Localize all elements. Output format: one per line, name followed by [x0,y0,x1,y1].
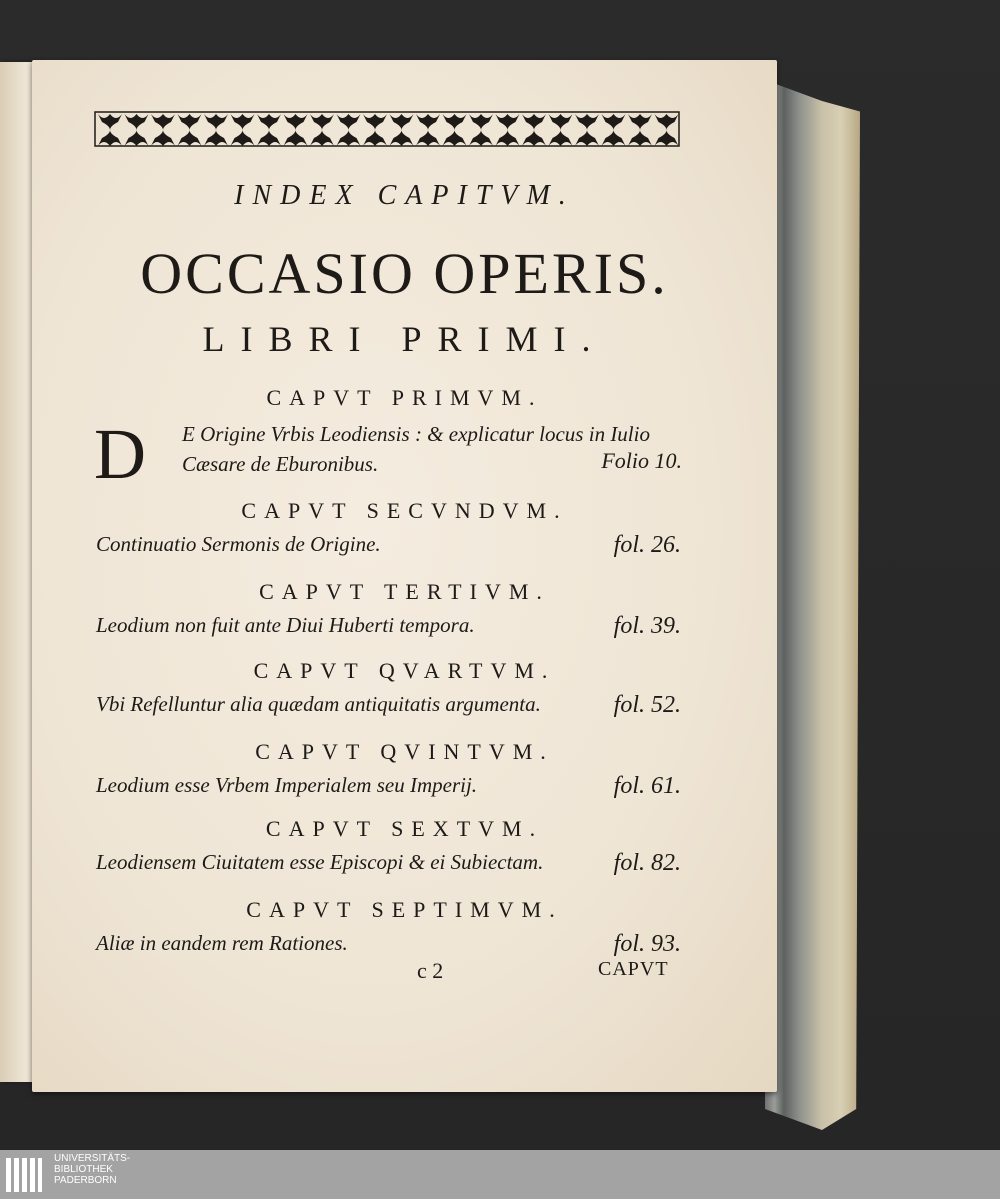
book-page [32,60,777,1092]
folio-reference: fol. 26. [613,532,681,558]
folio-reference: fol. 39. [613,613,681,639]
catchword: CAPVT [598,958,669,980]
chapter-text: Vbi Refelluntur alia quædam antiquitatis argumenta. [96,692,541,716]
folio-reference: fol. 93. [613,931,681,957]
folio-reference: fol. 52. [613,692,681,718]
chapter-heading: CAPVT QVARTVM. [253,658,556,683]
library-logo-text [54,1153,130,1186]
chapter-heading: CAPVT QVINTVM. [255,739,554,764]
book-page-edges [765,80,860,1130]
chapter-text-line: Cæsare de Eburonibus. [182,452,379,476]
logo-line: BIBLIOTHEK [54,1164,113,1175]
chapter-text-line: E Origine Vrbis Leodiensis : & explicatur locus in Iulio [182,422,650,446]
chapter-text: Aliæ in eandem rem Rationes. [96,931,348,955]
folio-reference: Folio 10. [601,448,682,473]
chapter-entry [96,931,681,956]
drop-cap: D [94,414,146,494]
logo-line: PADERBORN [54,1175,117,1186]
chapter-entry [96,773,681,798]
chapter-text: Leodium esse Vrbem Imperialem seu Imperij. [96,773,478,797]
chapter-heading: CAPVT TERTIVM. [259,579,550,604]
main-title: OCCASIO OPERIS. [140,241,669,306]
chapter-entry [96,532,681,557]
chapter-heading: CAPVT SECVNDVM. [241,498,568,523]
chapter-entry [96,692,681,717]
folio-reference: fol. 82. [613,850,681,876]
signature-mark: c 2 [417,958,444,983]
sub-title: LIBRI PRIMI. [202,319,607,359]
index-title: INDEX CAPITVM. [234,180,575,211]
library-logo-icon [6,1158,48,1192]
chapter-heading: CAPVT PRIMVM. [266,385,543,410]
chapter-entry [96,613,681,638]
chapter-entry [96,850,681,875]
logo-line: UNIVERSITÄTS- [54,1153,131,1164]
chapter-heading: CAPVT SEXTVM. [265,816,544,841]
chapter-text: Leodiensem Ciuitatem esse Episcopi & ei Subiectam. [96,850,544,874]
chapter-heading: CAPVT SEPTIMVM. [246,897,563,922]
page-content [32,60,777,1092]
chapter-text: Continuatio Sermonis de Origine. [96,532,381,556]
chapter-text: Leodium non fuit ante Diui Huberti tempora. [96,613,475,637]
library-footer-bar [0,1150,1000,1199]
folio-reference: fol. 61. [613,773,681,799]
